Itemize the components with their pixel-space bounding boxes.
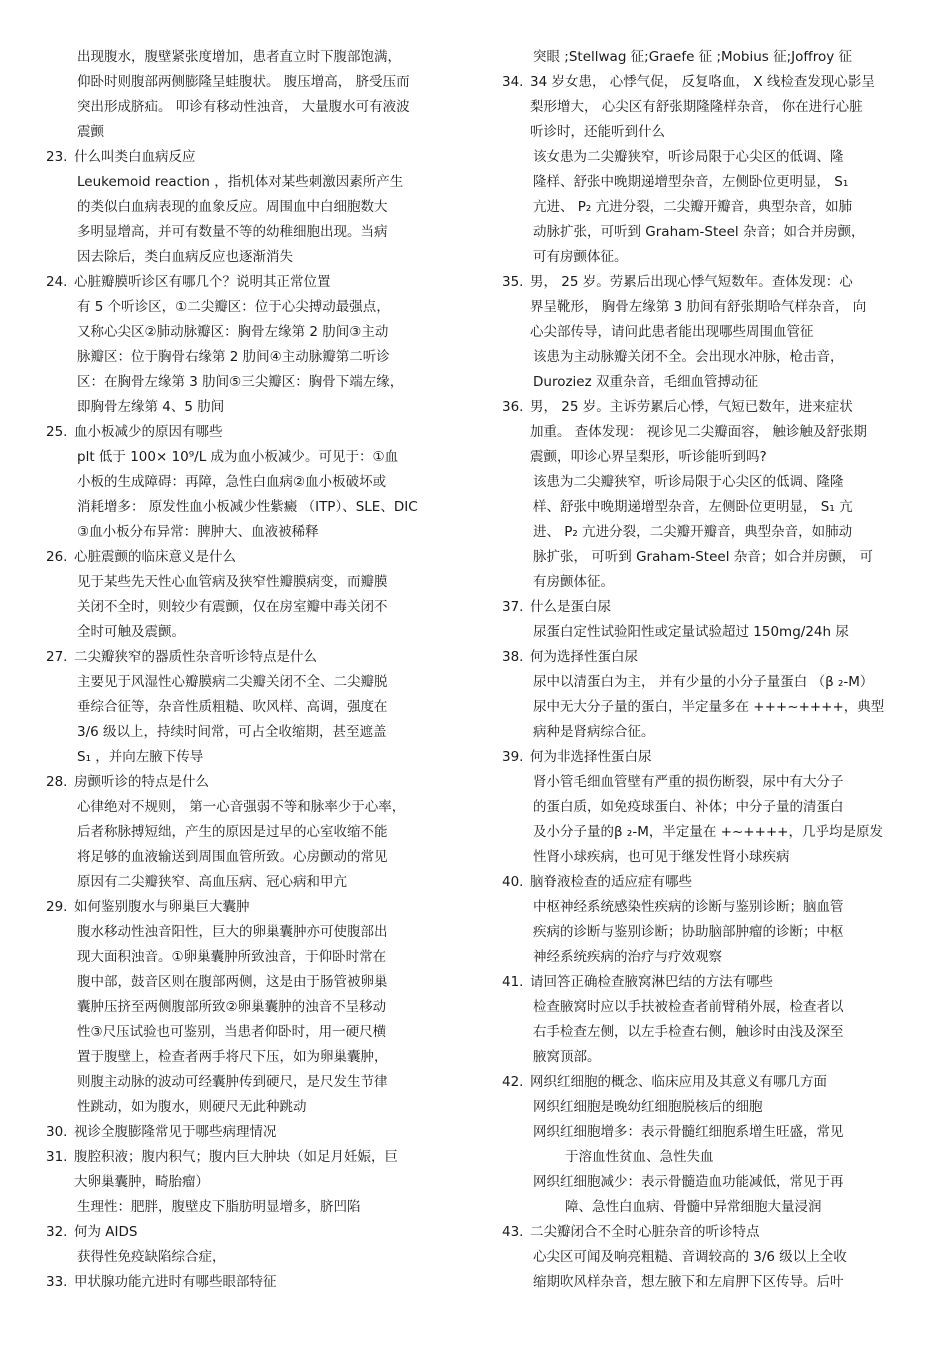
answer-line: 障、急性白血病、骨髓中异常细胞大量浸润 [565, 1199, 822, 1215]
answer-line: 见于某些先天性心血管病及狭窄性瓣膜病变，而瓣膜 [77, 574, 388, 590]
answer-line: 多明显增高，并可有数量不等的幼稚细胞出现。当病 [77, 224, 388, 240]
answer-line: 心尖区可闻及响亮粗糙、音调较高的 3/6 级以上全收 [533, 1249, 847, 1265]
answer-line: 震颤 [77, 124, 104, 140]
question-text: 何为 AIDS [74, 1224, 138, 1240]
question-number: 26. [46, 549, 68, 565]
question-heading [46, 645, 476, 670]
question-heading [502, 395, 930, 420]
answer-line: 突眼 ;Stellwag 征;Graefe 征 ;Mobius 征;Joffroy 征 [533, 49, 853, 65]
question-heading [502, 70, 930, 95]
answer-line: 腋窝顶部。 [533, 1049, 601, 1065]
answer-line: 脉扩张， 可听到 Graham-Steel 杂音；如合并房颤， 可 [533, 549, 874, 565]
question-text: 血小板减少的原因有哪些 [74, 424, 223, 440]
answer-line: 又称心尖区②肺动脉瓣区：胸骨左缘第 2 肋间③主动 [77, 324, 389, 340]
answer-line: 神经系统疾病的治疗与疗效观察 [533, 949, 722, 965]
answer-line: 亢进、 P₂ 亢进分裂，二尖瓣开瓣音，典型杂音，如肺 [533, 199, 853, 215]
answer-line: 出现腹水，腹壁紧张度增加，患者直立时下腹部饱满， [77, 49, 401, 65]
question-continuation: 梨形增大， 心尖区有舒张期隆隆样杂音， 你在进行心脏 [530, 99, 863, 115]
answer-line: 仰卧时则腹部两侧膨隆呈蛙腹状。 腹压增高， 脐受压而 [77, 74, 410, 90]
answer-line: 网织红细胞减少：表示骨髓造血功能减低，常见于再 [533, 1174, 844, 1190]
answer-line: 区：在胸骨左缘第 3 肋间⑤三尖瓣区：胸骨下端左缘， [77, 374, 404, 390]
answer-line: 于溶血性贫血、急性失血 [565, 1149, 714, 1165]
question-text: 腹腔积液；腹内积气；腹内巨大肿块（如足月妊娠，巨 [74, 1149, 398, 1165]
answer-line: 有 5 个听诊区，①二尖瓣区：位于心尖搏动最强点， [77, 299, 390, 315]
question-heading [46, 545, 476, 570]
answer-line: 疾病的诊断与鉴别诊断；协助脑部肿瘤的诊断；中枢 [533, 924, 844, 940]
answer-line: 则腹主动脉的波动可经囊肿传到硬尺，是尺发生节律 [77, 1074, 388, 1090]
question-number: 39. [502, 749, 524, 765]
answer-line: 该患为主动脉瓣关闭不全。会出现水冲脉，枪击音， [533, 349, 844, 365]
answer-line: 性③尺压试验也可鉴别，当患者仰卧时，用一硬尺横 [77, 1024, 387, 1040]
question-heading [46, 1220, 476, 1245]
answer-line: 尿中以清蛋白为主， 并有少量的小分子量蛋白 （β ₂-M） [533, 674, 874, 690]
question-continuation: 听诊时，还能听到什么 [530, 124, 665, 140]
question-continuation: 震颤，叩诊心界呈梨形，听诊能听到吗? [530, 449, 767, 465]
left-column [46, 45, 476, 1295]
question-number: 35. [502, 274, 524, 290]
answer-line: 全时可触及震颤。 [77, 624, 185, 640]
question-heading [46, 1145, 476, 1170]
question-text: 何为选择性蛋白尿 [530, 649, 638, 665]
question-text: 二尖瓣闭合不全时心脏杂音的听诊特点 [530, 1224, 760, 1240]
answer-line: 尿中无大分子量的蛋白，半定量多在 +++~++++，典型 [533, 699, 885, 715]
answer-line: 心律绝对不规则， 第一心音强弱不等和脉率少于心率， [77, 799, 406, 815]
question-number: 38. [502, 649, 524, 665]
answer-line: 后者称脉搏短绌，产生的原因是过早的心室收缩不能 [77, 824, 388, 840]
question-number: 24. [46, 274, 68, 290]
question-number: 36. [502, 399, 524, 415]
answer-line: 关闭不全时，则较少有震颤，仅在房室瓣中毒关闭不 [77, 599, 388, 615]
question-number: 23. [46, 149, 68, 165]
question-text: 脑脊液检查的适应症有哪些 [530, 874, 692, 890]
answer-line: 右手检查左侧，以左手检查右侧，触诊时由浅及深至 [533, 1024, 844, 1040]
answer-line: 生理性：肥胖，腹壁皮下脂肪明显增多，脐凹陷 [77, 1199, 361, 1215]
answer-line: 置于腹壁上，检查者两手将尺下压，如为卵巢囊肿， [77, 1049, 388, 1065]
answer-line: 囊肿压挤至两侧腹部所致②卵巢囊肿的浊音不呈移动 [77, 999, 387, 1015]
question-number: 40. [502, 874, 524, 890]
question-number: 30. [46, 1124, 68, 1140]
answer-line: 尿蛋白定性试验阳性或定量试验超过 150mg/24h 尿 [533, 624, 849, 640]
answer-line: 获得性免疫缺陷综合症， [77, 1249, 226, 1265]
answer-line: S₁ ，并向左腋下传导 [77, 749, 204, 765]
answer-line: 及小分子量的β ₂-M，半定量在 +~++++，几乎均是原发 [533, 824, 883, 840]
question-text: 心脏瓣膜听诊区有哪几个？说明其正常位置 [74, 274, 331, 290]
question-heading [46, 270, 476, 295]
answer-line: 可有房颤体征。 [533, 249, 628, 265]
question-heading [502, 970, 930, 995]
question-text: 男， 25 岁。主诉劳累后心悸，气短已数年，进来症状 [530, 399, 853, 415]
answer-line: 即胸骨左缘第 4、5 肋间 [77, 399, 225, 415]
answer-line: 将足够的血液输送到周围血管所致。心房颤动的常见 [77, 849, 388, 865]
question-text: 什么是蛋白尿 [530, 599, 611, 615]
question-number: 43. [502, 1224, 524, 1240]
answer-line: 腹水移动性浊音阳性，巨大的卵巢囊肿亦可使腹部出 [77, 924, 388, 940]
answer-line: 主要见于风湿性心瓣膜病二尖瓣关闭不全、二尖瓣脱 [77, 674, 388, 690]
answer-line: 腹中部，鼓音区则在腹部两侧，这是由于肠管被卵巢 [77, 974, 388, 990]
question-number: 41. [502, 974, 524, 990]
question-number: 27. [46, 649, 68, 665]
right-column [502, 45, 930, 1295]
question-heading [502, 745, 930, 770]
answer-line: 3/6 级以上，持续时间常，可占全收缩期，甚至遮盖 [77, 724, 387, 740]
answer-line: 网织红细胞是晚幼红细胞脱核后的细胞 [533, 1099, 763, 1115]
question-continuation: 心尖部传导，请问此患者能出现哪些周围血管征 [530, 324, 814, 340]
answer-line: 原因有二尖瓣狭窄、高血压病、冠心病和甲亢 [77, 874, 347, 890]
question-text: 何为非选择性蛋白尿 [530, 749, 652, 765]
answer-line: 性肾小球疾病，也可见于继发性肾小球疾病 [533, 849, 790, 865]
question-heading [46, 895, 476, 920]
answer-line: 该患为二尖瓣狭窄，听诊局限于心尖区的低调、隆隆 [533, 474, 844, 490]
question-text: 34 岁女患， 心悸气促， 反复咯血， X 线检查发现心影呈 [530, 74, 875, 90]
answer-line: 中枢神经系统感染性疾病的诊断与鉴别诊断；脑血管 [533, 899, 844, 915]
question-text: 网织红细胞的概念、临床应用及其意义有哪几方面 [530, 1074, 827, 1090]
question-number: 33. [46, 1274, 68, 1290]
answer-line: 病种是肾病综合征。 [533, 724, 655, 740]
answer-line: ③血小板分布异常：脾肿大、血液被稀释 [77, 524, 319, 540]
question-text: 心脏震颤的临床意义是什么 [74, 549, 236, 565]
question-continuation: 加重。 查体发现： 视诊见二尖瓣面容， 触诊触及舒张期 [530, 424, 867, 440]
question-heading [502, 1070, 930, 1095]
answer-line: Leukemoid reaction ，指机体对某些刺激因素所产生 [77, 174, 404, 190]
answer-line: 小板的生成障碍：再障，急性白血病②血小板破坏或 [77, 474, 387, 490]
question-number: 34. [502, 74, 524, 90]
answer-line: 有房颤体征。 [533, 574, 614, 590]
answer-line: 样、舒张中晚期递增型杂音，左侧卧位更明显， S₁ 亢 [533, 499, 853, 515]
question-number: 42. [502, 1074, 524, 1090]
answer-line: 脉瓣区：位于胸骨右缘第 2 肋间④主动脉瓣第二听诊 [77, 349, 390, 365]
question-heading [502, 870, 930, 895]
question-heading [46, 145, 476, 170]
answer-line: 进、 P₂ 亢进分裂，二尖瓣开瓣音，典型杂音，如肺动 [533, 524, 853, 540]
answer-line: 该女患为二尖瓣狭窄，听诊局限于心尖区的低调、隆 [533, 149, 844, 165]
question-text: 视诊全腹膨隆常见于哪些病理情况 [74, 1124, 277, 1140]
question-number: 29. [46, 899, 68, 915]
answer-line: 检查腋窝时应以手扶被检查者前臂稍外展，检查者以 [533, 999, 844, 1015]
question-number: 37. [502, 599, 524, 615]
question-text: 二尖瓣狭窄的器质性杂音听诊特点是什么 [74, 649, 317, 665]
answer-line: Duroziez 双重杂音，毛细血管搏动征 [533, 374, 758, 390]
question-text: 房颤听诊的特点是什么 [74, 774, 209, 790]
question-number: 32. [46, 1224, 68, 1240]
answer-line: 突出形成脐疝。 叩诊有移动性浊音， 大量腹水可有液波 [77, 99, 410, 115]
question-number: 28. [46, 774, 68, 790]
question-text: 如何鉴别腹水与卵巢巨大囊肿 [74, 899, 250, 915]
answer-line: 缩期吹风样杂音，想左腋下和左肩胛下区传导。后叶 [533, 1274, 844, 1290]
question-heading [46, 1120, 476, 1145]
question-heading [46, 420, 476, 445]
answer-line: 垂综合征等，杂音性质粗糙、吹风样、高调，强度在 [77, 699, 388, 715]
question-heading [46, 770, 476, 795]
question-number: 31. [46, 1149, 68, 1165]
question-continuation: 大卵巢囊肿，畸胎瘤） [74, 1174, 209, 1190]
answer-line: 的类似白血病表现的血象反应。周围血中白细胞数大 [77, 199, 388, 215]
answer-line: 的蛋白质，如免疫球蛋白、补体；中分子量的清蛋白 [533, 799, 844, 815]
answer-line: 性跳动，如为腹水，则硬尺无此种跳动 [77, 1099, 307, 1115]
answer-line: 动脉扩张，可听到 Graham-Steel 杂音；如合并房颤， [533, 224, 865, 240]
question-continuation: 界呈靴形， 胸骨左缘第 3 肋间有舒张期哈气样杂音， 向 [530, 299, 867, 315]
question-text: 男， 25 岁。劳累后出现心悸气短数年。查体发现：心 [530, 274, 853, 290]
answer-line: 因去除后，类白血病反应也逐渐消失 [77, 249, 293, 265]
question-text: 甲状腺功能亢进时有哪些眼部特征 [74, 1274, 277, 1290]
question-heading [502, 645, 930, 670]
answer-line: 隆样、舒张中晚期递增型杂音，左侧卧位更明显， S₁ [533, 174, 849, 190]
question-number: 25. [46, 424, 68, 440]
answer-line: 现大面积浊音。①卵巢囊肿所致浊音，于仰卧时常在 [77, 949, 387, 965]
question-text: 请回答正确检查腋窝淋巴结的方法有哪些 [530, 974, 773, 990]
question-heading [502, 595, 930, 620]
answer-line: 网织红细胞增多：表示骨髓红细胞系增生旺盛，常见 [533, 1124, 844, 1140]
question-heading [46, 1270, 476, 1295]
answer-line: 肾小管毛细血管壁有严重的损伤断裂，尿中有大分子 [533, 774, 844, 790]
answer-line: plt 低于 100× 10⁹/L 成为血小板减少。可见于：①血 [77, 449, 399, 465]
question-text: 什么叫类白血病反应 [74, 149, 196, 165]
question-heading [502, 1220, 930, 1245]
question-heading [502, 270, 930, 295]
answer-line: 消耗增多： 原发性血小板减少性紫癜 （ITP）、SLE、DIC [77, 499, 418, 515]
